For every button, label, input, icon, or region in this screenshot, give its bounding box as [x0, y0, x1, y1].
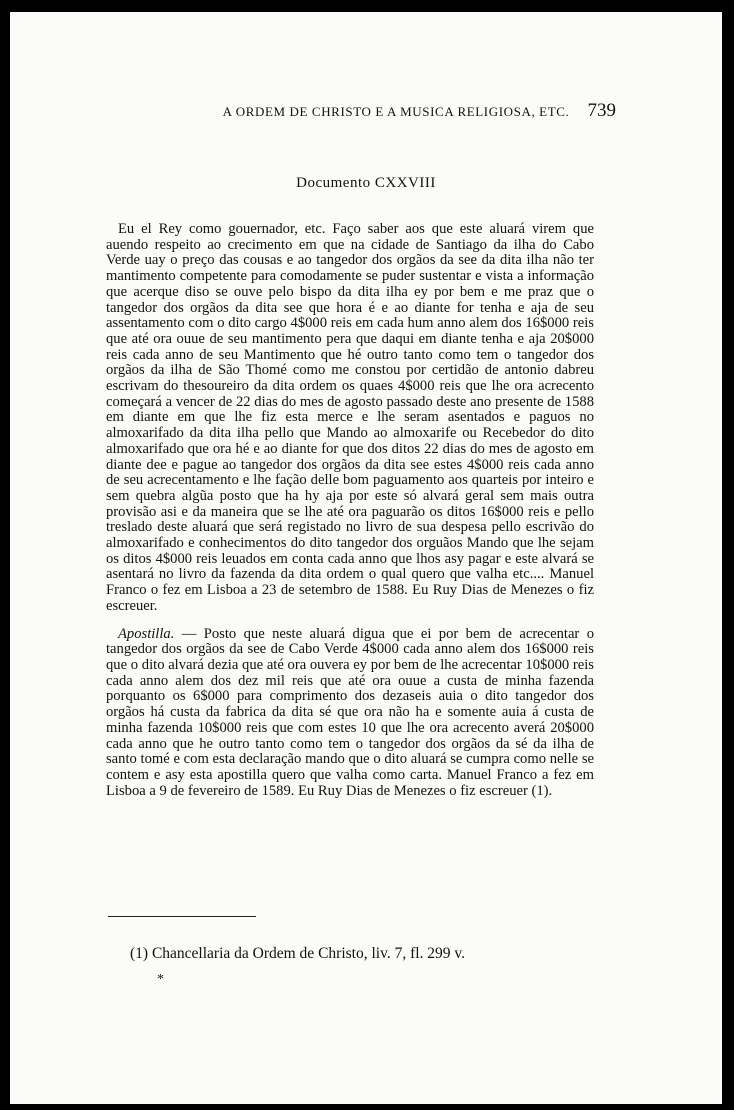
footnote-divider — [108, 916, 256, 917]
paragraph-apostilla — [106, 627, 594, 800]
document-title: Documento CXXVIII — [296, 175, 436, 191]
paragraph-text: Eu el Rey como gouernador, etc. Faço saber aos que este aluará virem que auendo respeito ao crecimento em que na cidade de Santiago da ilha do Cabo Verde uay o preço das cousas e ao tangedor dos orgãos da see da dita ilha não ter mantimento competente para comodamente se puder sustentar e vista a informação que acerque diso se ouve pelo bispo da dita ilha ey por bem e me praz que o tangedor dos orgãos da dita see que hora é e ao diante for tenha e aja de seu assentamento com o dito cargo 4$000 reis em cada hum anno alem dos 16$000 reis que até ora ouue de seu mantimento pera que daqui em diante tenha e aja 20$000 reis cada anno de seu Mantimento que hé outro tanto como tem o tangedor dos orgãos da ilha de São Thomé como me constou por certidão de antonio dabreu escrivam do thesoureiro da dita ordem os quaes 4$000 reis que lhe ora acrecento começará a vencer de 22 dias do mes de agosto passado deste ano presente de 1588 em diante em que lhe fiz esta merce e lhe seram asentados e paguos no almoxarifado da dita ilha pello que Mando ao almoxarife ou Recebedor do dito almoxarifado que ora hé e ao diante for que dos ditos 22 dias do mes de agosto em diante dee e pague ao tangedor dos orgãos da dita see estes 4$000 reis cada anno de seu acrecentamento e lhe fação delle bom paguamento aos quarteis por inteiro e sem quebra algũa posto que ha hy aja por este só alvará geral sem mais outra provisão asi e da maneira que se lhe até ora paguarão os ditos 16$000 reis e pello treslado deste aluará que será registado no livro de sua despesa pello escrivão do almoxarifado e conhecimentos do dito tangedor dos orguãos Mando que lhe sejam os ditos 4$000 reis leuados em conta cada anno que lhos asy pagar e este alvará se asentará no livro da fazenda da dita ordem o qual quero que valha etc.... Manuel Franco o fez em Lisboa a 23 de setembro de 1588. Eu Ruy Dias de Menezes o fiz escreuer. — [106, 221, 594, 614]
header-title: A ORDEM DE CHRISTO E A MUSICA RELIGIOSA, ETC. — [222, 104, 570, 119]
ornament-mark: * — [157, 972, 164, 987]
paragraph-decree — [106, 222, 594, 615]
paragraph-text: — Posto que neste aluará digua que ei por bem de acrecentar o tangedor dos orgãos da see de Cabo Verde 4$000 cada anno alem dos 16$000 reis que o dito alvará dezia que até ora ouvera ey por bem de lhe acrecentar 10$000 reis cada anno alem dos dez mil reis que até ora ouue a custa de minha fazenda porquanto os 6$000 para comprimento dos dezaseis auia o dito tangedor dos orgãos há custa da fabrica da dita sé que ora não ha e somente auia á custa de minha fazenda 10$000 reis que com estes 10 que lhe ora acrecento averá 20$000 cada anno que he outro tanto como tem o tangedor dos orgãos da sé da ilha de santo tomé e com esta declaração mando que o dito aluará se cumpra como nelle se contem e asy esta apostilla quero que valha como carta. Manuel Franco a fez em Lisboa a 9 de fevereiro de 1589. Eu Ruy Dias de Menezes o fiz escreuer (1). — [106, 625, 594, 799]
page-number: 739 — [587, 100, 616, 121]
apostilla-label: Apostilla. — [118, 625, 175, 642]
document-body — [106, 222, 594, 799]
running-header — [10, 100, 722, 121]
document-page — [10, 12, 722, 1104]
footnote: (1) Chancellaria da Ordem de Christo, liv. 7, fl. 299 v. — [130, 945, 466, 962]
